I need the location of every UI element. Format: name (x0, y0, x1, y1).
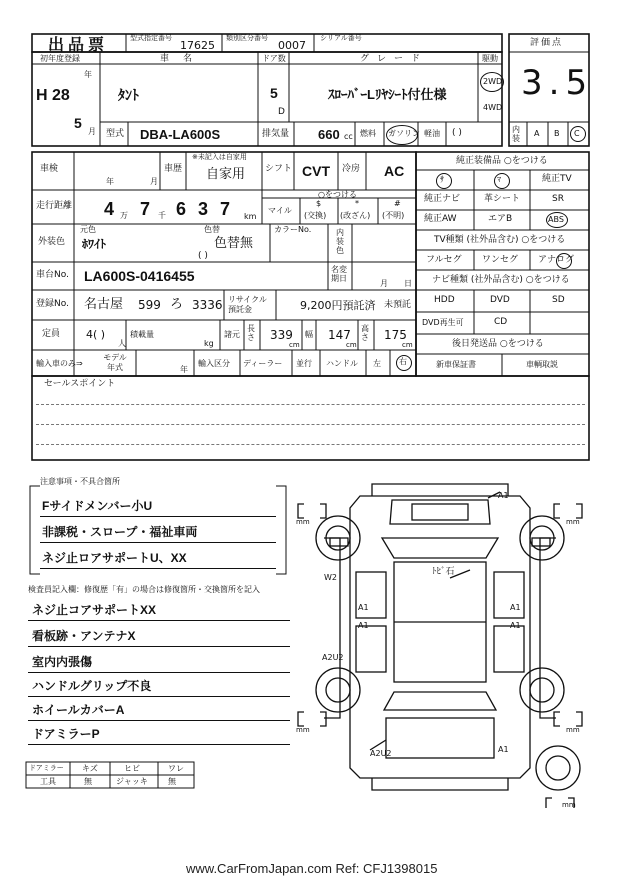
interior-grade-a: A (534, 129, 540, 138)
damage-mark: A2U2 (370, 749, 392, 758)
equip-2-1: 純正ナビ (424, 194, 461, 204)
navi-header: ナビ種類 (社外品含む) ○をつける (432, 275, 570, 285)
tv-full: フルセグ (426, 255, 462, 265)
navi-sd: SD (552, 295, 565, 305)
width-cm-unit: cm (346, 341, 357, 349)
mileage-digit: 6 (176, 199, 187, 219)
height-label: 高さ (361, 324, 369, 342)
legend-value: ジャッキ (116, 777, 148, 786)
caution-label: 注意事項・不具合箇所 (40, 477, 120, 486)
legend-header: ドアミラー (29, 764, 64, 772)
shift-value: CVT (302, 163, 330, 179)
tv-analog: アナログ (538, 255, 575, 265)
name-change-month: 月 (380, 279, 388, 288)
era-year: H 28 (36, 87, 70, 104)
original-color-label: 元色 (80, 225, 96, 234)
score-value: 3.5 (521, 63, 594, 103)
ac-label: 冷房 (342, 164, 361, 174)
inspector-item: 看板跡・アンテナX (32, 629, 136, 643)
inspector-underline (28, 620, 290, 621)
mile-label: マイル (268, 206, 292, 215)
legend-value: 無 (168, 777, 176, 786)
mm-label-spare: mm (562, 801, 576, 809)
car-diagram (290, 478, 600, 808)
height-cm-unit: cm (402, 341, 413, 349)
inspector-item: ホイールカバーA (32, 703, 125, 717)
mileage-digit: 4 (104, 199, 115, 219)
paint-label: 色替 (204, 225, 220, 234)
caution-item: Fサイドメンバー小U (42, 499, 153, 513)
load-label: 積載量 (130, 330, 154, 339)
width-label: 幅 (305, 330, 313, 339)
doors-value: 5 (270, 85, 278, 101)
chassis-value: LA600S-0416455 (84, 268, 195, 284)
caution-underline (40, 542, 276, 543)
shaken-month-unit: 月 (150, 177, 158, 186)
usage-label: 車歴 (164, 164, 183, 174)
drive-4wd: 4WD (483, 103, 503, 112)
plate-label: 登録No. (36, 299, 69, 309)
import-label: 輸入車のみ⇒ (36, 359, 83, 368)
equip-circle-mark (436, 173, 452, 189)
interior-grade-b: B (554, 129, 560, 138)
door-type: D (278, 107, 285, 117)
equip-2-3: SR (552, 194, 564, 204)
dealer-label: ディーラー (243, 359, 283, 368)
fuel-label: 燃料 (360, 129, 376, 138)
sheet-title: 出品票 (48, 35, 109, 54)
person-unit: 人 (118, 339, 126, 348)
recycle-value: 9,200円預託済 (300, 299, 376, 312)
inspector-underline (28, 672, 290, 673)
plate-number: 3336 (192, 298, 223, 312)
sen-unit: 千 (158, 211, 166, 220)
sales-line (36, 444, 585, 445)
damage-mark: A1 (358, 621, 369, 630)
year-unit: 年 (84, 70, 92, 79)
damage-mark: W2 (324, 573, 337, 582)
grade-label: グレード (360, 54, 429, 64)
length-cm-unit: cm (289, 341, 300, 349)
drive-2wd: 2WD (483, 77, 503, 86)
stone-chip-mark: ﾄﾋﾞ石 (432, 567, 455, 577)
shaken-label: 車検 (40, 164, 59, 174)
width-value: 147 (328, 328, 351, 342)
first-reg-label: 初年度登録 (40, 54, 80, 63)
original-color-value: ﾎﾜｲﾄ (82, 237, 107, 251)
legend-header: ワレ (168, 764, 184, 773)
inspector-item: ドアミラーP (32, 727, 100, 741)
later-manual: 車輌取説 (526, 360, 558, 369)
man-unit: 万 (120, 211, 128, 220)
inspector-item: ネジ止コアサポートXX (32, 603, 157, 617)
mileage-label: 走行距離 (36, 201, 73, 211)
swap-label: (交換) (304, 211, 327, 220)
damage-mark: A1 (498, 491, 509, 500)
length-value: 339 (270, 328, 293, 342)
interior-color-label: 内装色 (336, 228, 344, 255)
height-value: 175 (384, 328, 407, 342)
exterior-color-label: 外装色 (38, 237, 66, 247)
length-label: 長さ (247, 324, 255, 342)
inspector-item: 室内内張傷 (32, 655, 93, 669)
reg-month: 5 (74, 115, 82, 131)
usage-note: ※未記入は自家用 (192, 153, 247, 161)
caution-underline (40, 568, 276, 569)
inspector-label: 検査員記入欄：修復歴「有」の場合は修復箇所・交換箇所を記入 (28, 585, 260, 594)
fuel-value: ガソリン (388, 129, 420, 138)
color-no-label: カラーNo. (274, 225, 312, 234)
genuine-header: 純正装備品 ○をつける (456, 156, 548, 166)
mileage-digit: 3 (198, 199, 209, 219)
navi-dvd-play: DVD再生可 (422, 318, 464, 327)
plate-region: 名古屋 (84, 297, 124, 312)
unknown-label: (不明) (382, 211, 405, 220)
caution-underline (40, 516, 276, 517)
inspector-underline (28, 720, 290, 721)
paint-value: 色替無 (214, 236, 254, 251)
car-name-label: 車名 (160, 54, 207, 64)
footer-watermark: www.CarFromJapan.com Ref: CFJ1398015 (186, 861, 438, 876)
import-type-label: 輸入区分 (198, 359, 230, 368)
model-designation-label: 型式指定番号 (130, 34, 172, 42)
sales-line (36, 404, 585, 405)
parallel-label: 並行 (296, 359, 312, 368)
shaken-year-unit: 年 (106, 177, 114, 186)
capacity-label: 定員 (42, 329, 61, 339)
km-unit: km (244, 212, 257, 221)
interior-grade-c: C (574, 129, 580, 138)
damage-mark: A1 (510, 621, 521, 630)
tv-one: ワンセグ (482, 255, 519, 265)
equip-1-3: 純正TV (542, 174, 572, 184)
model-value: DBA-LA600S (140, 127, 221, 142)
plate-kana: ろ (170, 297, 184, 312)
later-warranty: 新車保証書 (436, 360, 476, 369)
sales-line (36, 424, 585, 425)
shift-label: シフト (265, 164, 293, 174)
equip-2-2: 革シート (484, 194, 521, 204)
inspector-underline (28, 744, 290, 745)
tv-header: TV種類 (社外品含む) ○をつける (434, 235, 566, 245)
usage-value: 自家用 (206, 167, 246, 182)
interior-label: 内装 (512, 125, 520, 143)
displacement-label: 排気量 (262, 129, 290, 139)
recycle-unpaid: 未預託 (384, 300, 412, 310)
damage-mark: A1 (358, 603, 369, 612)
score-label: 評価点 (530, 38, 564, 48)
caution-item: 非課税・スロープ・福祉車両 (42, 525, 198, 539)
serial-label: シリアル番号 (320, 34, 362, 42)
doors-label: ドア数 (262, 54, 286, 63)
equip-3-1: 純正AW (424, 214, 457, 224)
legend-header: キズ (82, 764, 98, 773)
category-label: 類別区分番号 (226, 34, 268, 42)
light-oil-paren: ( ) (452, 128, 462, 138)
mm-label-rr: mm (566, 726, 580, 734)
displacement-unit: cc (344, 132, 353, 141)
inspector-underline (28, 696, 290, 697)
damage-mark: A1 (498, 745, 509, 754)
capacity-value: 4( ) (86, 328, 106, 341)
navi-cd: CD (494, 317, 508, 327)
light-oil-label: 軽油 (424, 129, 440, 138)
equip-3-2: エアB (488, 214, 513, 224)
tamper-symbol: * (355, 199, 359, 208)
left-handle: 左 (373, 359, 381, 368)
name-change-day: 日 (404, 279, 412, 288)
inspector-item: ハンドルグリップ不良 (32, 679, 152, 693)
month-unit: 月 (88, 127, 96, 136)
drive-label: 駆動 (482, 54, 498, 63)
recycle-label: リサイクル預託金 (228, 295, 267, 314)
model-label: 型式 (106, 129, 125, 139)
name-change-label: 名変期日 (331, 265, 347, 283)
equip-3-3: ABS (548, 215, 564, 224)
mm-label-fr: mm (566, 518, 580, 526)
displacement-value: 660 (318, 127, 340, 142)
plate-class: 599 (138, 298, 161, 312)
tamper-label: (改ざん) (340, 211, 371, 220)
later-header: 後日発送品 ○をつける (452, 339, 544, 349)
mm-label-rl: mm (296, 726, 310, 734)
sales-point-label: セールスポイント (44, 379, 116, 389)
inspector-underline (28, 646, 290, 647)
handle-label: ハンドル (326, 359, 358, 368)
equip-1-1: ｻ (440, 175, 444, 184)
mileage-circle-note: ○をつける (318, 190, 357, 199)
category-value: 0007 (278, 39, 306, 52)
swap-symbol: $ (316, 199, 322, 208)
legend-header: ヒビ (124, 764, 140, 773)
mileage-digit: 7 (220, 199, 231, 219)
navi-dvd: DVD (490, 295, 510, 305)
mileage-digits (92, 194, 252, 222)
legend-value: 無 (84, 777, 92, 786)
grade-value: ｽﾛｰﾊﾞｰLﾘﾔｼｰﾄ付仕様 (328, 87, 447, 102)
chassis-label: 車台No. (36, 270, 69, 280)
model-designation-value: 17625 (180, 39, 215, 52)
damage-mark: A2U2 (322, 653, 344, 662)
damage-mark: A1 (510, 603, 521, 612)
ac-value: AC (384, 163, 405, 179)
equip-1-2: ﾏ (497, 175, 501, 184)
caution-item: ネジ止ロアサポートU、XX (42, 551, 187, 565)
right-handle: 右 (399, 357, 407, 366)
mileage-digit: 7 (140, 199, 151, 219)
kg-unit: kg (204, 339, 214, 348)
unknown-symbol: # (394, 199, 401, 208)
import-year-unit: 年 (180, 365, 188, 374)
dims-label: 諸元 (224, 330, 240, 339)
paint-paren: ( ) (198, 251, 208, 261)
model-year-label: モデル年式 (103, 353, 127, 372)
car-name-value: ﾀﾝﾄ (118, 87, 139, 103)
legend-value: 工具 (40, 777, 56, 786)
mm-label-fl: mm (296, 518, 310, 526)
navi-hdd: HDD (434, 295, 455, 305)
